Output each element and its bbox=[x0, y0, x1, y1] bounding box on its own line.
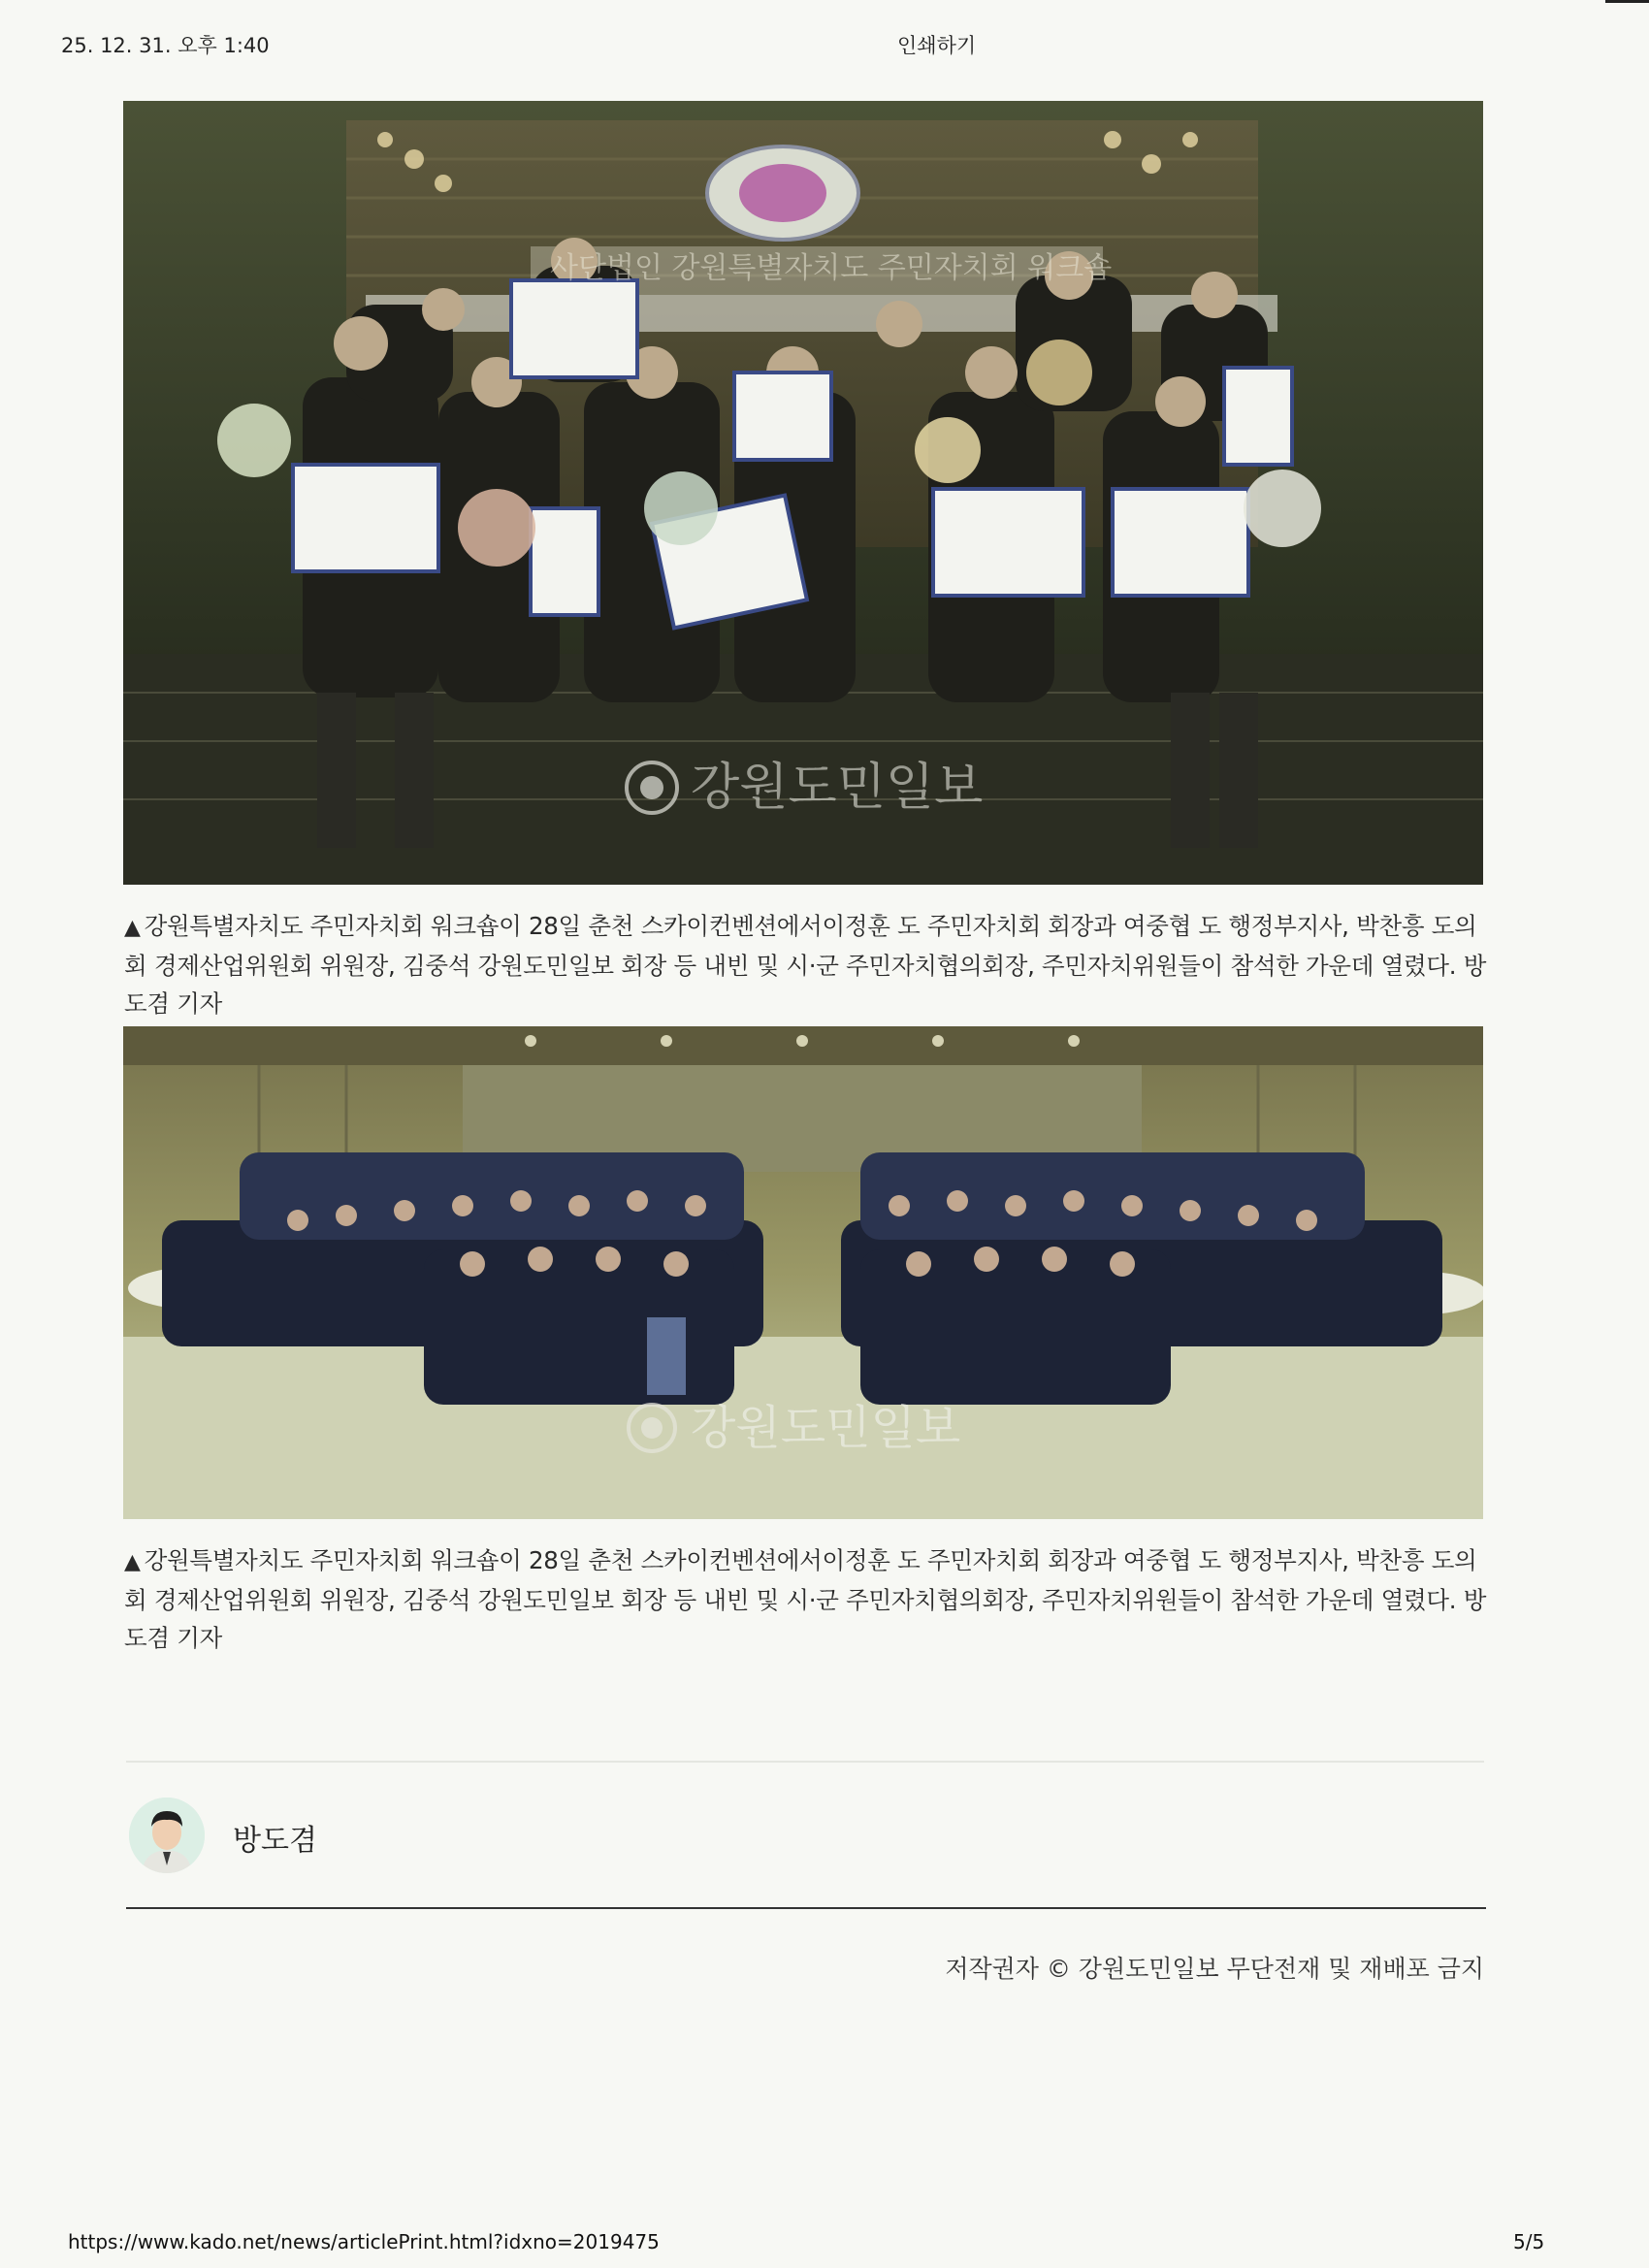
section-divider bbox=[126, 1761, 1484, 1763]
copyright-notice: 저작권자 © 강원도민일보 무단전재 및 재배포 금지 bbox=[945, 1955, 1484, 1983]
photo2-watermark: 강원도민일보 bbox=[691, 1401, 961, 1455]
footer-divider bbox=[126, 1907, 1486, 1909]
print-page-number: 5/5 bbox=[1513, 2230, 1545, 2253]
author-avatar bbox=[129, 1798, 205, 1873]
article-photo-workshop-hall bbox=[123, 1026, 1483, 1519]
author-name: 방도겸 bbox=[233, 1824, 317, 1858]
photo2-caption bbox=[124, 1541, 1492, 1657]
scan-corner-mark bbox=[1605, 0, 1649, 3]
article-photo-award-group bbox=[123, 101, 1483, 885]
caption-triangle-icon: ▲ bbox=[124, 1550, 141, 1574]
author-avatar-illustration bbox=[129, 1798, 205, 1873]
caption-triangle-icon: ▲ bbox=[124, 916, 141, 940]
award-photo-illustration bbox=[123, 101, 1483, 885]
photo2-caption-text: 강원특별자치도 주민자치회 워크숍이 28일 춘천 스카이컨벤션에서이정훈 도 주민자치회 회장과 여중협 도 행정부지사, 박찬흥 도의회 경제산업위원회 위원장, 김중석 강원도민일보 회장 등 내빈 및 시·군 주민자치협의회장, 주민자치위원들이 참석한 가운데 열렸다. 방도겸 기자 bbox=[124, 1546, 1487, 1652]
print-datetime: 25. 12. 31. 오후 1:40 bbox=[61, 34, 270, 57]
photo1-watermark: 강원도민일보 bbox=[691, 759, 984, 817]
photo1-caption bbox=[124, 907, 1492, 1022]
print-page-title: 인쇄하기 bbox=[897, 34, 977, 57]
photo1-banner-text: 사단법인 강원특별자치도 주민자치회 워크숍 bbox=[550, 251, 1113, 285]
print-footer-url: https://www.kado.net/news/articlePrint.html?idxno=2019475 bbox=[68, 2230, 660, 2253]
hall-photo-illustration bbox=[123, 1026, 1483, 1519]
photo1-caption-text: 강원특별자치도 주민자치회 워크숍이 28일 춘천 스카이컨벤션에서이정훈 도 주민자치회 회장과 여중협 도 행정부지사, 박찬흥 도의회 경제산업위원회 위원장, 김중석 강원도민일보 회장 등 내빈 및 시·군 주민자치협의회장, 주민자치위원들이 참석한 가운데 열렸다. 방도겸 기자 bbox=[124, 912, 1487, 1018]
